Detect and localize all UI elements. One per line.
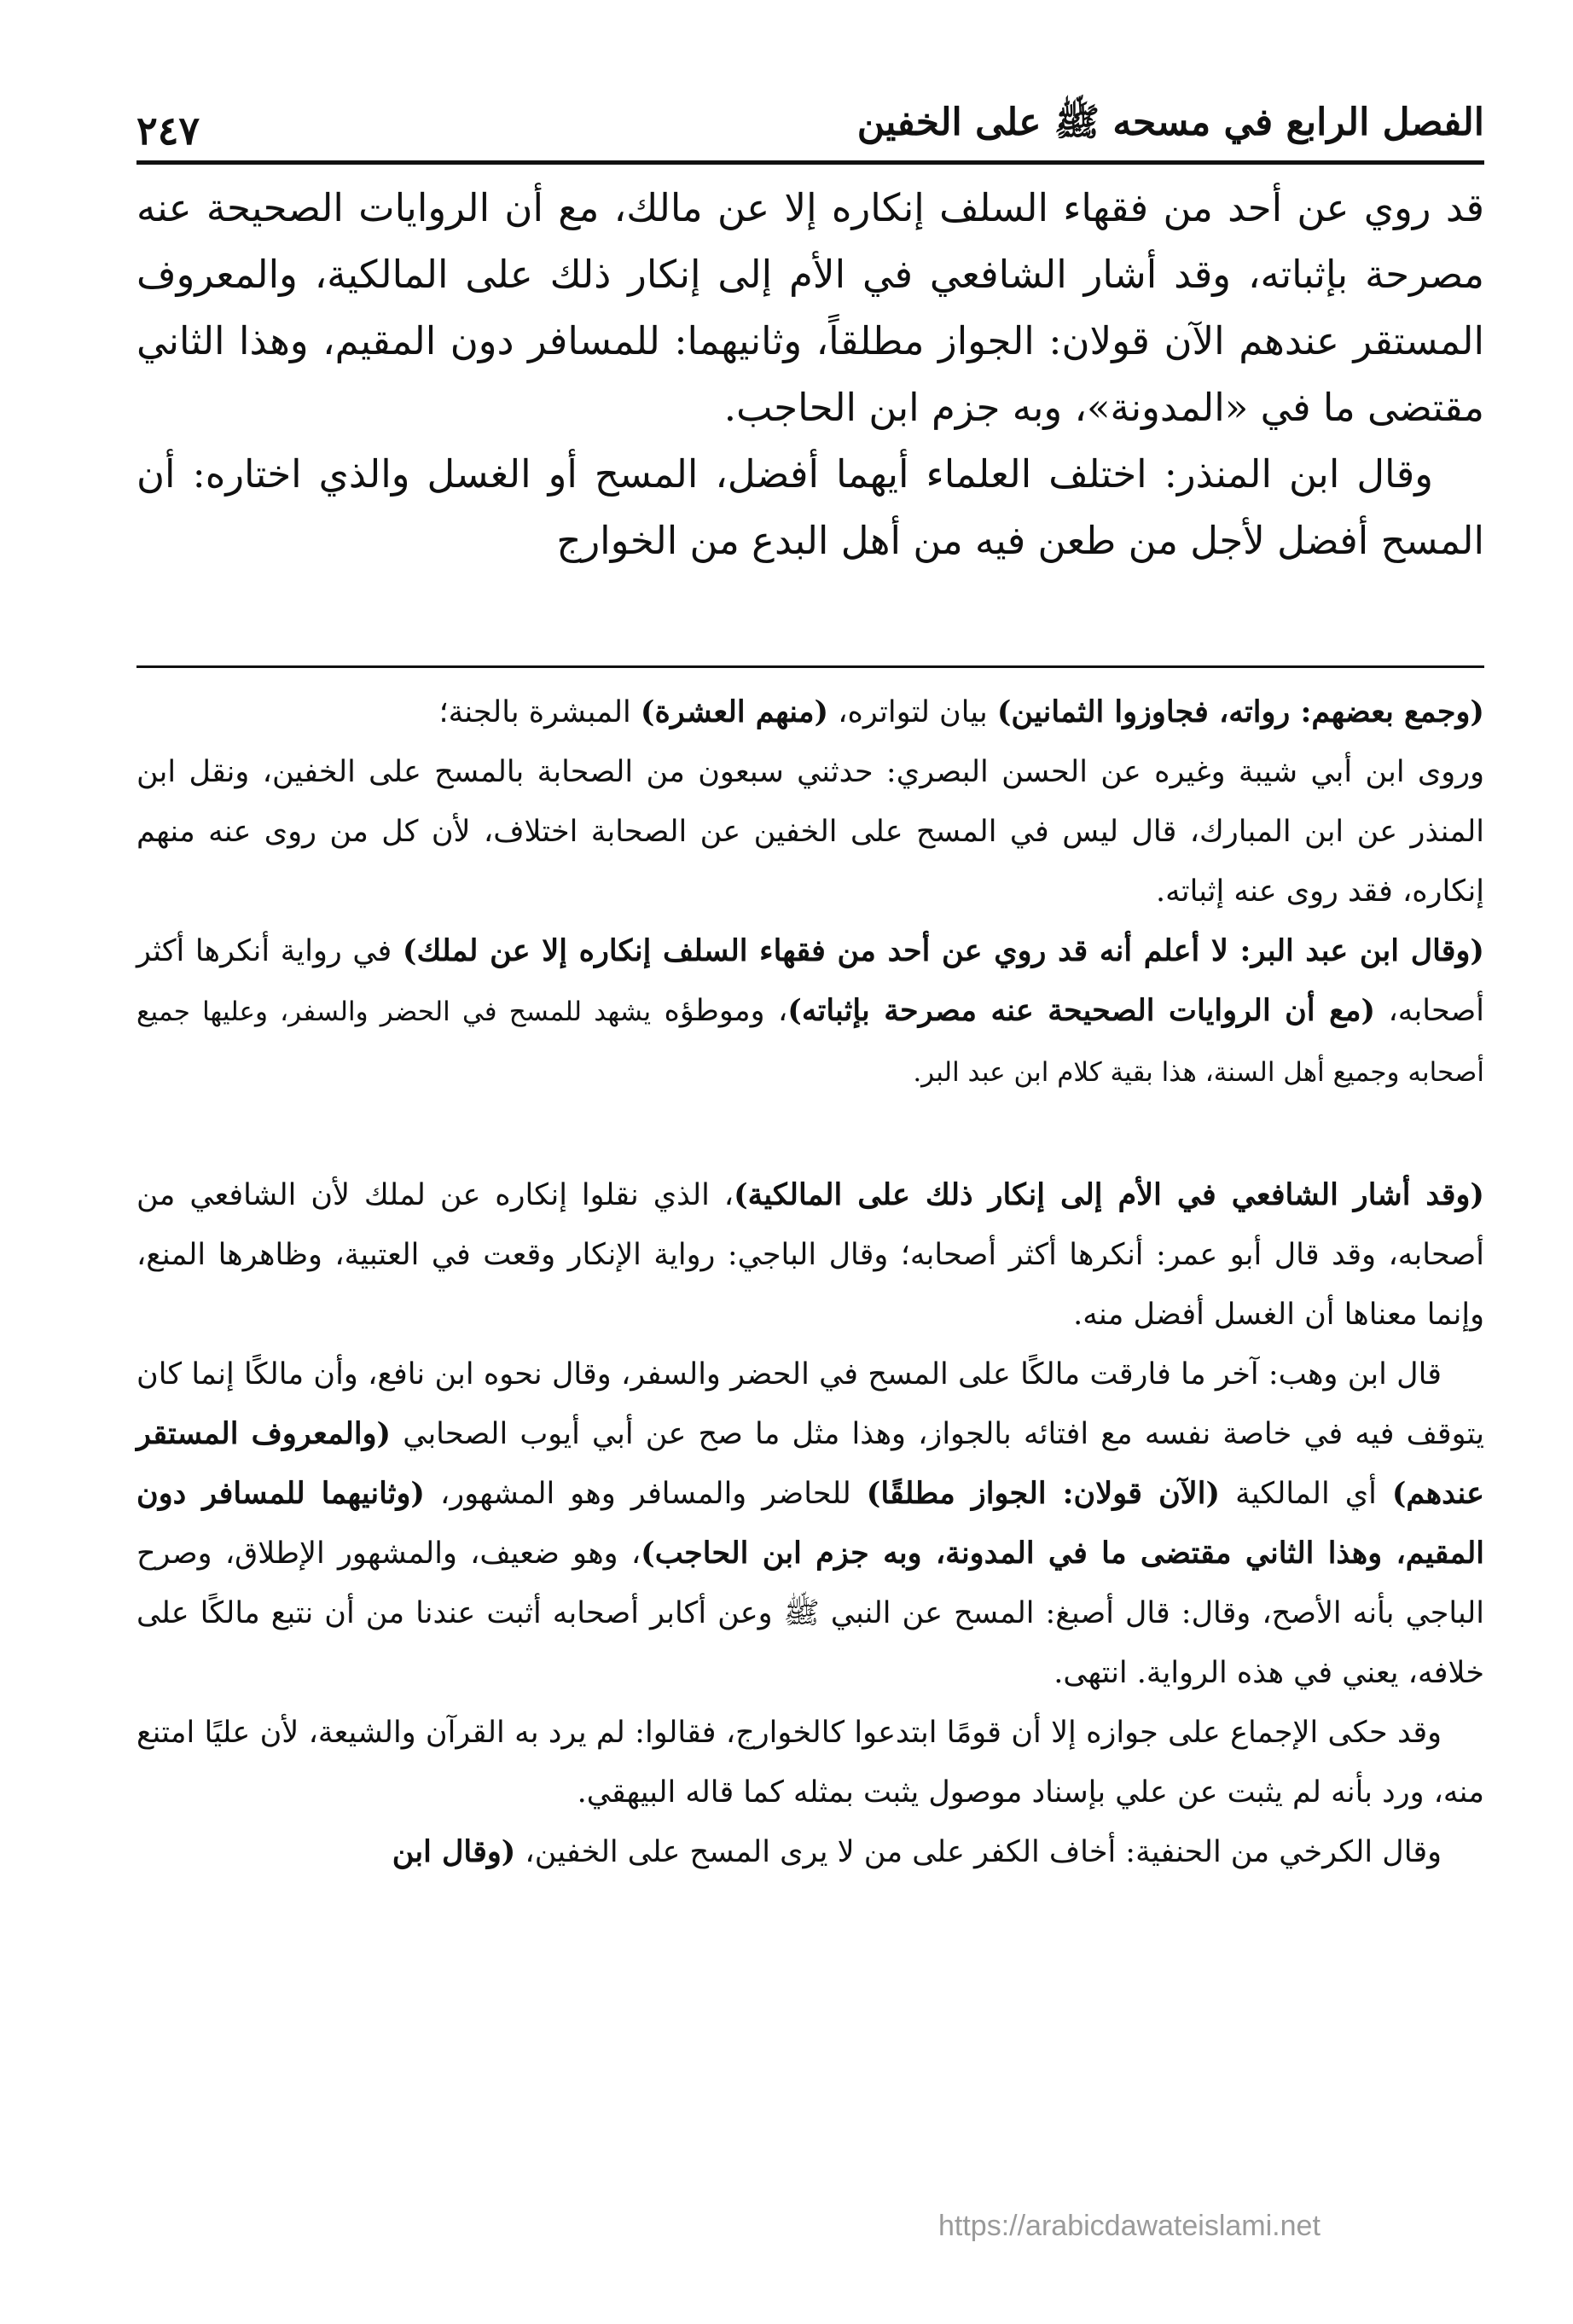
commentary-span: ، وموطؤه — [664, 994, 788, 1028]
book-page — [136, 0, 1484, 2324]
quoted-text: (وثانيهما للمسافر دون المقيم، وهذا الثاني مقتضى ما في المدونة، وبه جزم ابن الحاجب) — [136, 1476, 1484, 1571]
page-header — [136, 85, 1484, 154]
commentary-span: قال ابن وهب: آخر ما فارقت مالكًا على المسح في الحضر والسفر، وقال نحوه ابن نافع، وأن مالكًا إنما كان يتوقف فيه في خاصة نفسه مع افتائه بالجواز، وهذا مثل ما صح عن أبي أيوب الصحابي — [136, 1357, 1484, 1451]
commentary-text — [136, 683, 1484, 1882]
commentary-span: أي المالكية — [1220, 1477, 1392, 1511]
quoted-text: (والمعروف المستقر عندهم) — [136, 1416, 1484, 1511]
quoted-text: (منهم العشرة) — [640, 694, 829, 729]
commentary-span: للحاضر والمسافر وهو المشهور، — [424, 1477, 867, 1511]
quoted-text: (وقال ابن — [392, 1834, 516, 1869]
main-text — [136, 175, 1484, 574]
commentary-paragraph — [136, 1165, 1484, 1345]
commentary-paragraph — [136, 921, 1484, 1102]
commentary-paragraph — [136, 683, 1484, 742]
watermark-url: https://arabicdawateislami.net — [938, 2210, 1321, 2242]
chapter-title: الفصل الرابع في مسحه ﷺ على الخفين — [856, 101, 1484, 144]
quoted-text: (مع أن الروايات الصحيحة عنه مصرحة بإثباته) — [787, 993, 1376, 1028]
commentary-paragraph — [136, 1345, 1484, 1703]
quoted-text: (الآن قولان: الجواز مطلقًا) — [866, 1476, 1221, 1511]
commentary-span: في رواية أنكرها أكثر أصحابه، — [136, 934, 1484, 1028]
commentary-span: ، وهو ضعيف، والمشهور الإطلاق، وصرح الباجي بأنه الأصح، وقال: قال أصبغ: المسح عن النبي ﷺ وعن أكابر أصحابه أثبت عندنا من أن نتبع مالكًا على خلافه، يعني في هذه الرواية. انتهى. — [136, 1537, 1484, 1690]
commentary-paragraph: وقد حكى الإجماع على جوازه إلا أن قومًا ابتدعوا كالخوارج، فقالوا: لم يرد به القرآن والشيعة، لأن عليًا امتنع منه، ورد بأنه لم يثبت عن علي بإسناد موصول يثبت بمثله كما قاله البيهقي. — [136, 1716, 1484, 1810]
commentary-divider — [136, 665, 1484, 668]
quoted-text: (وقال ابن عبد البر: لا أعلم أنه قد روي عن أحد من فقهاء السلف إنكاره إلا عن لملك) — [402, 933, 1484, 968]
commentary-paragraph: وروى ابن أبي شيبة وغيره عن الحسن البصري: حدثني سبعون من الصحابة بالمسح على الخفين، ونقل ابن المنذر عن ابن المبارك، قال ليس في المسح على الخفين عن الصحابة اختلاف، لأن كل من روى عنه منهم إنكاره، فقد روى عنه إثباته. — [136, 755, 1484, 909]
quoted-text: (وجمع بعضهم: رواته، فجاوزوا الثمانين) — [996, 694, 1484, 729]
commentary-span: بيان لتواتره، — [828, 695, 997, 729]
commentary-span: المبشرة بالجنة؛ — [438, 695, 641, 729]
main-text-paragraph: قد روي عن أحد من فقهاء السلف إنكاره إلا عن مالك، مع أن الروايات الصحيحة عنه مصرحة بإثباته، وقد أشار الشافعي في الأم إلى إنكار ذلك على المالكية، والمعروف المستقر عندهم الآن قولان: الجواز مطلقاً، وثانيهما: للمسافر دون المقيم، وهذا الثاني مقتضى ما في «المدونة»، وبه جزم ابن الحاجب. — [136, 185, 1484, 430]
page-number: ٢٤٧ — [136, 107, 200, 154]
header-divider — [136, 160, 1484, 165]
commentary-paragraph — [136, 1822, 1484, 1882]
main-text-paragraph: وقال ابن المنذر: اختلف العلماء أيهما أفضل، المسح أو الغسل والذي اختاره: أن المسح أفضل لأجل من طعن فيه من أهل البدع من الخوارج — [136, 451, 1484, 563]
quoted-text: (وقد أشار الشافعي في الأم إلى إنكار ذلك على المالكية) — [734, 1177, 1484, 1212]
commentary-span-small: يشهد للمسح في الحضر والسفر، وعليها جميع أصحابه وجميع أهل السنة، هذا بقية كلام ابن عبد البر. — [136, 996, 1484, 1088]
commentary-span: وقال الكرخي من الحنفية: أخاف الكفر على من لا يرى المسح على الخفين، — [515, 1835, 1442, 1869]
commentary-span: ، الذي نقلوا إنكاره عن لملك لأن الشافعي من أصحابه، وقد قال أبو عمر: أنكرها أكثر أصحابه؛ وقال الباجي: رواية الإنكار وقعت في العتبية، وظاهرها المنع، وإنما معناها أن الغسل أفضل منه. — [136, 1178, 1484, 1332]
